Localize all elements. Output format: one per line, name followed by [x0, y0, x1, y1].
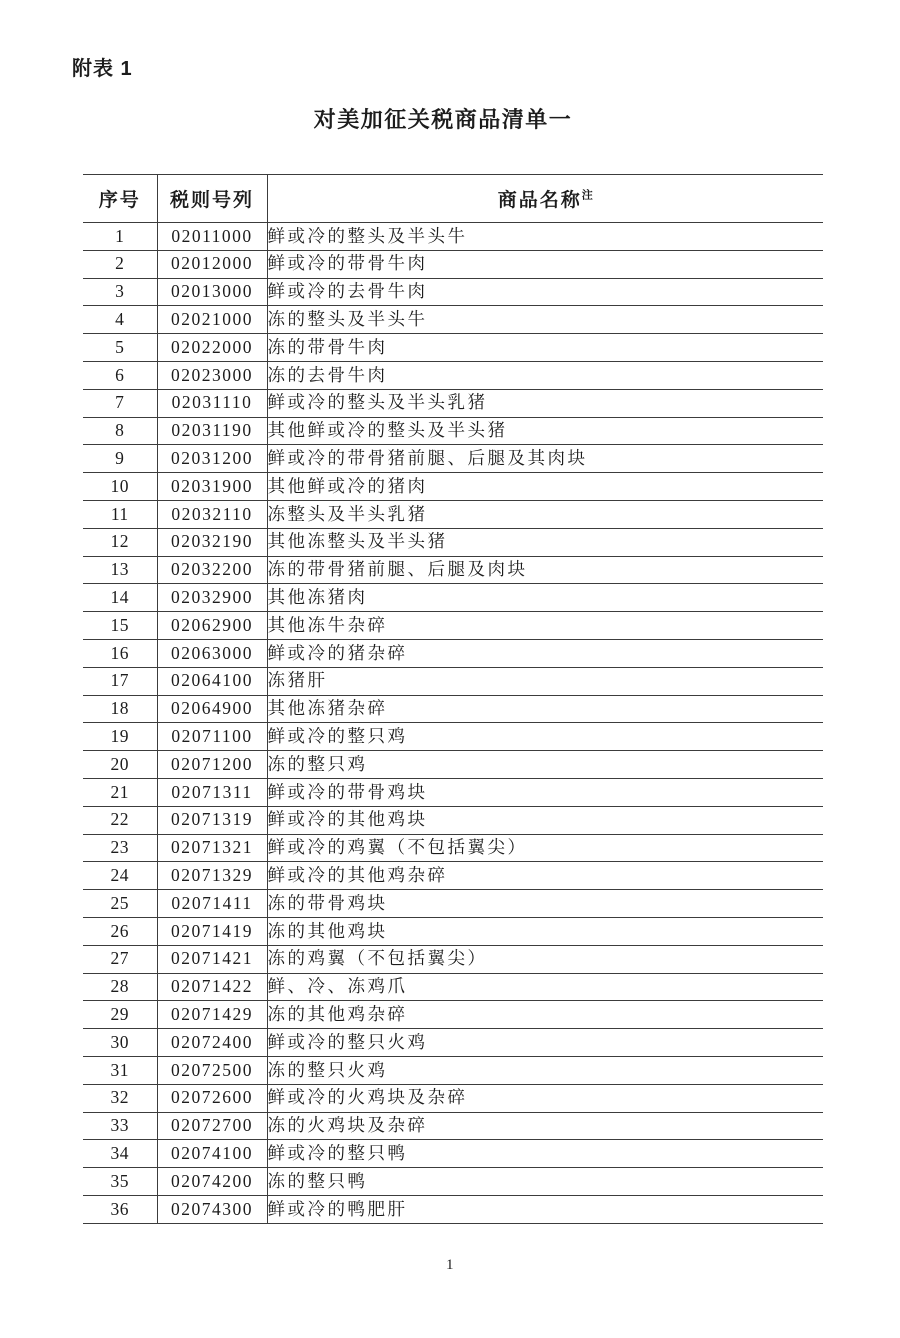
- cell-seq: 17: [83, 667, 157, 695]
- cell-seq: 28: [83, 973, 157, 1001]
- cell-seq: 34: [83, 1140, 157, 1168]
- cell-code: 02074200: [157, 1168, 267, 1196]
- cell-seq: 1: [83, 223, 157, 251]
- cell-seq: 31: [83, 1056, 157, 1084]
- table-row: [83, 556, 823, 584]
- cell-name: 其他冻猪肉: [267, 584, 823, 612]
- cell-code: 02071429: [157, 1001, 267, 1029]
- table-row: [83, 528, 823, 556]
- table-row: [83, 334, 823, 362]
- cell-seq: 15: [83, 612, 157, 640]
- table-row: [83, 389, 823, 417]
- cell-name: 鲜或冷的整头及半头牛: [267, 223, 823, 251]
- cell-name: 冻的其他鸡块: [267, 917, 823, 945]
- cell-seq: 7: [83, 389, 157, 417]
- cell-code: 02071419: [157, 917, 267, 945]
- table-row: [83, 945, 823, 973]
- cell-code: 02071319: [157, 806, 267, 834]
- table-row: [83, 917, 823, 945]
- cell-name: 冻的带骨猪前腿、后腿及肉块: [267, 556, 823, 584]
- cell-code: 02031190: [157, 417, 267, 445]
- cell-name: 冻的整只鸡: [267, 751, 823, 779]
- cell-code: 02012000: [157, 250, 267, 278]
- cell-name: 其他鲜或冷的猪肉: [267, 473, 823, 501]
- table-row: [83, 445, 823, 473]
- table-row: [83, 667, 823, 695]
- cell-code: 02071321: [157, 834, 267, 862]
- cell-code: 02032200: [157, 556, 267, 584]
- cell-seq: 2: [83, 250, 157, 278]
- cell-seq: 16: [83, 639, 157, 667]
- cell-seq: 10: [83, 473, 157, 501]
- cell-code: 02071421: [157, 945, 267, 973]
- table-row: [83, 751, 823, 779]
- table-row: [83, 473, 823, 501]
- cell-name: 鲜或冷的带骨鸡块: [267, 778, 823, 806]
- page-title: 对美加征关税商品清单一: [313, 107, 573, 132]
- cell-code: 02072700: [157, 1112, 267, 1140]
- cell-seq: 12: [83, 528, 157, 556]
- cell-name: 鲜或冷的其他鸡杂碎: [267, 862, 823, 890]
- table-row: [83, 612, 823, 640]
- cell-code: 02071200: [157, 751, 267, 779]
- cell-name: 冻的带骨鸡块: [267, 890, 823, 918]
- table-row: [83, 1140, 823, 1168]
- cell-name: 冻的整只鸭: [267, 1168, 823, 1196]
- cell-seq: 25: [83, 890, 157, 918]
- cell-name: 冻的火鸡块及杂碎: [267, 1112, 823, 1140]
- cell-code: 02023000: [157, 361, 267, 389]
- cell-code: 02071100: [157, 723, 267, 751]
- cell-code: 02031110: [157, 389, 267, 417]
- cell-seq: 35: [83, 1168, 157, 1196]
- cell-name: 鲜或冷的带骨牛肉: [267, 250, 823, 278]
- cell-code: 02062900: [157, 612, 267, 640]
- note-superscript: 注: [581, 189, 593, 202]
- cell-code: 02064100: [157, 667, 267, 695]
- table-row: [83, 973, 823, 1001]
- cell-code: 02064900: [157, 695, 267, 723]
- cell-name: 鲜或冷的火鸡块及杂碎: [267, 1084, 823, 1112]
- table-row: [83, 278, 823, 306]
- table-row: [83, 1029, 823, 1057]
- cell-seq: 27: [83, 945, 157, 973]
- table-row: [83, 834, 823, 862]
- cell-code: 02022000: [157, 334, 267, 362]
- table-row: [83, 1056, 823, 1084]
- table-row: [83, 306, 823, 334]
- table-row: [83, 500, 823, 528]
- cell-name: 冻的其他鸡杂碎: [267, 1001, 823, 1029]
- page-number: 1: [446, 1257, 454, 1273]
- cell-name: 其他冻牛杂碎: [267, 612, 823, 640]
- cell-seq: 4: [83, 306, 157, 334]
- cell-code: 02013000: [157, 278, 267, 306]
- cell-code: 02072400: [157, 1029, 267, 1057]
- cell-name: 冻的鸡翼（不包括翼尖）: [267, 945, 823, 973]
- cell-name: 冻的去骨牛肉: [267, 361, 823, 389]
- cell-name: 冻的带骨牛肉: [267, 334, 823, 362]
- cell-name: 冻猪肝: [267, 667, 823, 695]
- cell-code: 02074300: [157, 1195, 267, 1223]
- cell-code: 02031200: [157, 445, 267, 473]
- cell-seq: 14: [83, 584, 157, 612]
- cell-seq: 24: [83, 862, 157, 890]
- cell-seq: 36: [83, 1195, 157, 1223]
- cell-code: 02071329: [157, 862, 267, 890]
- cell-code: 02072500: [157, 1056, 267, 1084]
- cell-code: 02071311: [157, 778, 267, 806]
- cell-code: 02071411: [157, 890, 267, 918]
- cell-code: 02074100: [157, 1140, 267, 1168]
- cell-name: 鲜或冷的去骨牛肉: [267, 278, 823, 306]
- table-row: [83, 361, 823, 389]
- cell-code: 02021000: [157, 306, 267, 334]
- cell-name: 鲜或冷的带骨猪前腿、后腿及其肉块: [267, 445, 823, 473]
- commodity-name-label: 商品名称: [497, 190, 582, 211]
- column-header-seq: 序号: [83, 175, 157, 223]
- cell-seq: 30: [83, 1029, 157, 1057]
- table-row: [83, 1084, 823, 1112]
- cell-seq: 9: [83, 445, 157, 473]
- cell-code: 02032110: [157, 500, 267, 528]
- cell-name: 鲜、冷、冻鸡爪: [267, 973, 823, 1001]
- cell-name: 冻的整头及半头牛: [267, 306, 823, 334]
- table-row: [83, 723, 823, 751]
- table-row: [83, 862, 823, 890]
- cell-code: 02031900: [157, 473, 267, 501]
- cell-seq: 22: [83, 806, 157, 834]
- cell-code: 02071422: [157, 973, 267, 1001]
- column-header-tariff-code: 税则号列: [157, 175, 267, 223]
- attachment-label: 附表 1: [72, 58, 133, 80]
- cell-seq: 5: [83, 334, 157, 362]
- cell-name: 其他鲜或冷的整头及半头猪: [267, 417, 823, 445]
- table-row: [83, 1168, 823, 1196]
- cell-seq: 21: [83, 778, 157, 806]
- cell-code: 02032900: [157, 584, 267, 612]
- cell-code: 02072600: [157, 1084, 267, 1112]
- table-row: [83, 250, 823, 278]
- cell-name: 其他冻整头及半头猪: [267, 528, 823, 556]
- cell-name: 鲜或冷的鸡翼（不包括翼尖）: [267, 834, 823, 862]
- cell-seq: 8: [83, 417, 157, 445]
- cell-seq: 13: [83, 556, 157, 584]
- cell-seq: 32: [83, 1084, 157, 1112]
- table-row: [83, 1112, 823, 1140]
- cell-name: 鲜或冷的猪杂碎: [267, 639, 823, 667]
- table-row: [83, 890, 823, 918]
- table-header-row: [83, 175, 823, 223]
- cell-name: 其他冻猪杂碎: [267, 695, 823, 723]
- table-row: [83, 1195, 823, 1223]
- column-header-commodity-name: [267, 175, 823, 223]
- cell-name: 冻整头及半头乳猪: [267, 500, 823, 528]
- cell-name: 鲜或冷的整头及半头乳猪: [267, 389, 823, 417]
- table-row: [83, 639, 823, 667]
- cell-name: 鲜或冷的整只火鸡: [267, 1029, 823, 1057]
- cell-name: 冻的整只火鸡: [267, 1056, 823, 1084]
- cell-code: 02063000: [157, 639, 267, 667]
- cell-seq: 26: [83, 917, 157, 945]
- cell-code: 02032190: [157, 528, 267, 556]
- cell-seq: 18: [83, 695, 157, 723]
- cell-seq: 11: [83, 500, 157, 528]
- cell-name: 鲜或冷的鸭肥肝: [267, 1195, 823, 1223]
- cell-seq: 6: [83, 361, 157, 389]
- table-row: [83, 223, 823, 251]
- cell-seq: 29: [83, 1001, 157, 1029]
- table-body: [83, 223, 823, 1224]
- cell-code: 02011000: [157, 223, 267, 251]
- cell-name: 鲜或冷的其他鸡块: [267, 806, 823, 834]
- table-row: [83, 1001, 823, 1029]
- cell-name: 鲜或冷的整只鸡: [267, 723, 823, 751]
- cell-seq: 33: [83, 1112, 157, 1140]
- cell-seq: 23: [83, 834, 157, 862]
- table-row: [83, 695, 823, 723]
- tariff-commodity-table: [83, 174, 823, 1224]
- table-row: [83, 806, 823, 834]
- table-row: [83, 778, 823, 806]
- cell-seq: 19: [83, 723, 157, 751]
- cell-name: 鲜或冷的整只鸭: [267, 1140, 823, 1168]
- table-row: [83, 417, 823, 445]
- table-row: [83, 584, 823, 612]
- cell-seq: 20: [83, 751, 157, 779]
- cell-seq: 3: [83, 278, 157, 306]
